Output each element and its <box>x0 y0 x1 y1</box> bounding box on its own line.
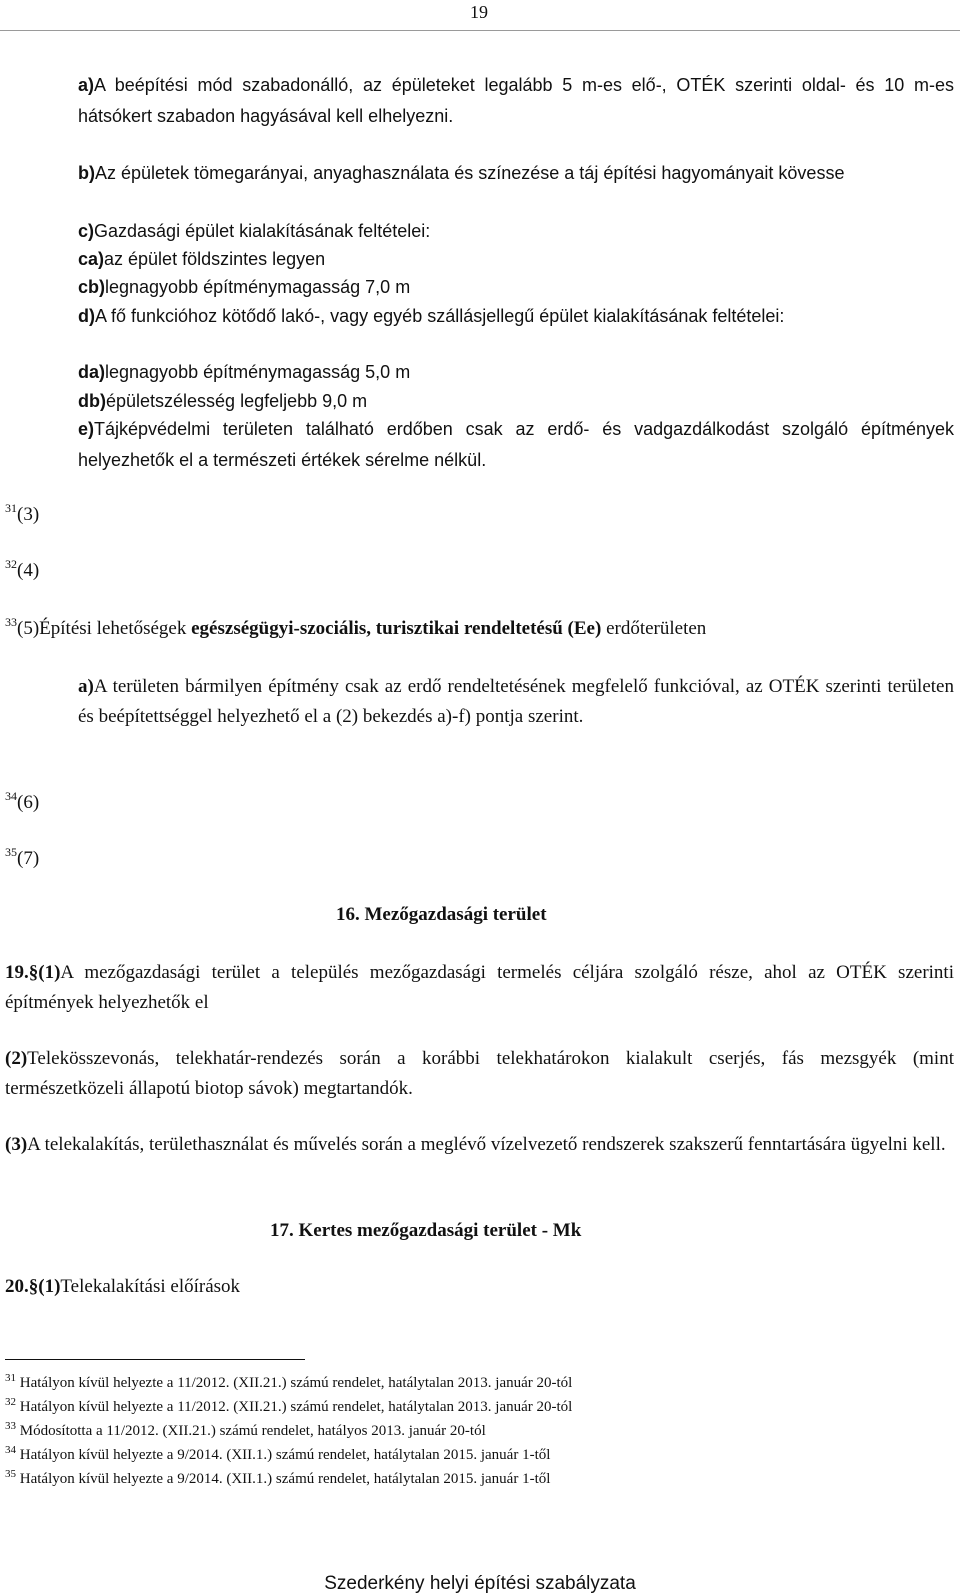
list-item-b <box>78 158 954 189</box>
page-footer: Szederkény helyi építési szabályzata <box>324 1573 636 1594</box>
paragraph-3 <box>5 500 39 530</box>
footnote-number: 34 <box>5 1444 16 1456</box>
article-number: 19. <box>5 962 29 983</box>
paragraph-label: (5) <box>17 618 40 639</box>
paragraph-text: Építési lehetőségek <box>39 618 192 639</box>
paragraph-label: (6) <box>17 792 40 813</box>
footnote-35 <box>5 1467 550 1491</box>
footnote-text: Módosította a 11/2012. (XII.21.) számú rendelet, hatályos 2013. január 20-tól <box>19 1423 486 1439</box>
item-text: A területen bármilyen építmény csak az erdő rendeltetésének megfelelő funkcióval, az OTÉK szerinti területen és beépítettséggel helyezhető el a (2) bekezdés a)-f) pontja szerint. <box>78 676 954 727</box>
footnote-text: Hatályon kívül helyezte a 9/2014. (XII.1.) számú rendelet, hatálytalan 2015. január 1-től <box>19 1471 551 1487</box>
paragraph-label: (3) <box>17 504 40 525</box>
paragraph-text: Telekösszevonás, telekhatár-rendezés során a korábbi telekhatárokon kialakult cserjés, fás mezsgyék (mint természetközeli állapotú biotop sávok) megtartandók. <box>5 1048 954 1099</box>
footnote-number: 32 <box>5 1396 16 1408</box>
paragraph-text: Telekalakítási előírások <box>60 1276 241 1297</box>
footnote-ref[interactable]: 34 <box>5 789 17 803</box>
page-number: 19 <box>470 2 488 22</box>
paragraph-4 <box>5 556 39 586</box>
footnote-ref[interactable]: 33 <box>5 615 17 629</box>
list-item-d <box>78 301 954 332</box>
paragraph-5 <box>5 614 954 644</box>
item-marker: e) <box>78 419 95 439</box>
item-text: legnagyobb építménymagasság 5,0 m <box>105 362 411 382</box>
section-heading-17: 17. Kertes mezőgazdasági terület - Mk <box>270 1220 582 1241</box>
paragraph-label: (3) <box>5 1134 28 1155</box>
article-19-paragraph-2 <box>5 1044 954 1104</box>
item-text: Tájképvédelmi területen található erdőben csak az erdő- és vadgazdálkodást szolgáló építmények helyezhetők el a természeti értékek sérelme nélkül. <box>78 419 954 470</box>
item-text: Gazdasági épület kialakításának feltételei: <box>94 221 431 241</box>
footnote-number: 31 <box>5 1372 16 1384</box>
footnote-32 <box>5 1395 572 1419</box>
item-marker: a) <box>78 75 95 95</box>
list-item-e <box>78 414 954 476</box>
footnote-31 <box>5 1371 572 1395</box>
item-marker: d) <box>78 306 95 326</box>
item-text: Az épületek tömegarányai, anyaghasználata és színezése a táj építési hagyományait kövesse <box>95 163 845 183</box>
paragraph-bold-text: egészségügyi-szociális, turisztikai rendeltetésű (Ee) <box>191 618 602 639</box>
item-marker: ca) <box>78 249 105 269</box>
footnote-separator <box>5 1359 305 1360</box>
paragraph-label: (2) <box>5 1048 28 1069</box>
item-text: A fő funkcióhoz kötődő lakó-, vagy egyéb szállásjellegű épület kialakításának feltételei: <box>95 306 785 326</box>
item-marker: a) <box>78 676 94 697</box>
footnote-ref[interactable]: 32 <box>5 557 17 571</box>
header-divider <box>0 30 960 31</box>
footnote-33 <box>5 1419 486 1443</box>
paragraph-label: §(1) <box>28 1276 61 1297</box>
paragraph-text: A telekalakítás, területhasználat és művelés során a meglévő vízelvezető rendszerek szakszerű fenntartására ügyelni kell. <box>27 1134 946 1155</box>
list-item-da <box>78 357 954 388</box>
list-item-ca <box>78 244 954 275</box>
paragraph-6 <box>5 788 39 818</box>
item-marker: b) <box>78 163 95 183</box>
item-marker: db) <box>78 391 106 411</box>
footnote-ref[interactable]: 35 <box>5 845 17 859</box>
list-item-5a <box>78 672 954 732</box>
footnote-ref[interactable]: 31 <box>5 501 17 515</box>
article-number: 20. <box>5 1276 29 1297</box>
list-item-db <box>78 386 954 417</box>
footnote-text: Hatályon kívül helyezte a 11/2012. (XII.21.) számú rendelet, hatálytalan 2013. január 20-tól <box>19 1399 573 1415</box>
article-19-paragraph-1 <box>5 958 954 1018</box>
footnote-number: 35 <box>5 1468 16 1480</box>
section-heading-16: 16. Mezőgazdasági terület <box>336 904 547 925</box>
article-19-paragraph-3 <box>5 1130 954 1160</box>
footnote-34 <box>5 1443 550 1467</box>
item-text: épületszélesség legfeljebb 9,0 m <box>105 391 368 411</box>
item-marker: cb) <box>78 277 105 297</box>
article-20-paragraph-1 <box>5 1272 954 1302</box>
paragraph-label: (7) <box>17 848 40 869</box>
item-text: legnagyobb építménymagasság 7,0 m <box>105 277 411 297</box>
paragraph-7 <box>5 844 39 874</box>
item-text: az épület földszintes legyen <box>104 249 326 269</box>
paragraph-text: A mezőgazdasági terület a település mezőgazdasági termelés céljára szolgáló része, ahol az OTÉK szerinti építmények helyezhetők el <box>5 962 954 1013</box>
list-item-cb <box>78 272 954 303</box>
footnote-text: Hatályon kívül helyezte a 9/2014. (XII.1.) számú rendelet, hatálytalan 2015. január 1-től <box>19 1447 551 1463</box>
item-marker: c) <box>78 221 95 241</box>
item-marker: da) <box>78 362 105 382</box>
footnote-number: 33 <box>5 1420 16 1432</box>
list-item-a <box>78 70 954 132</box>
paragraph-label: (4) <box>17 560 40 581</box>
item-text: A beépítési mód szabadonálló, az épületeket legalább 5 m-es elő-, OTÉK szerinti oldal- és 10 m-es hátsókert szabadon hagyásával kell elhelyezni. <box>78 75 954 126</box>
paragraph-text-end: erdőterületen <box>601 618 707 639</box>
footnote-text: Hatályon kívül helyezte a 11/2012. (XII.21.) számú rendelet, hatálytalan 2013. január 20-tól <box>19 1375 573 1391</box>
list-item-c <box>78 216 954 247</box>
paragraph-label: §(1) <box>28 962 61 983</box>
